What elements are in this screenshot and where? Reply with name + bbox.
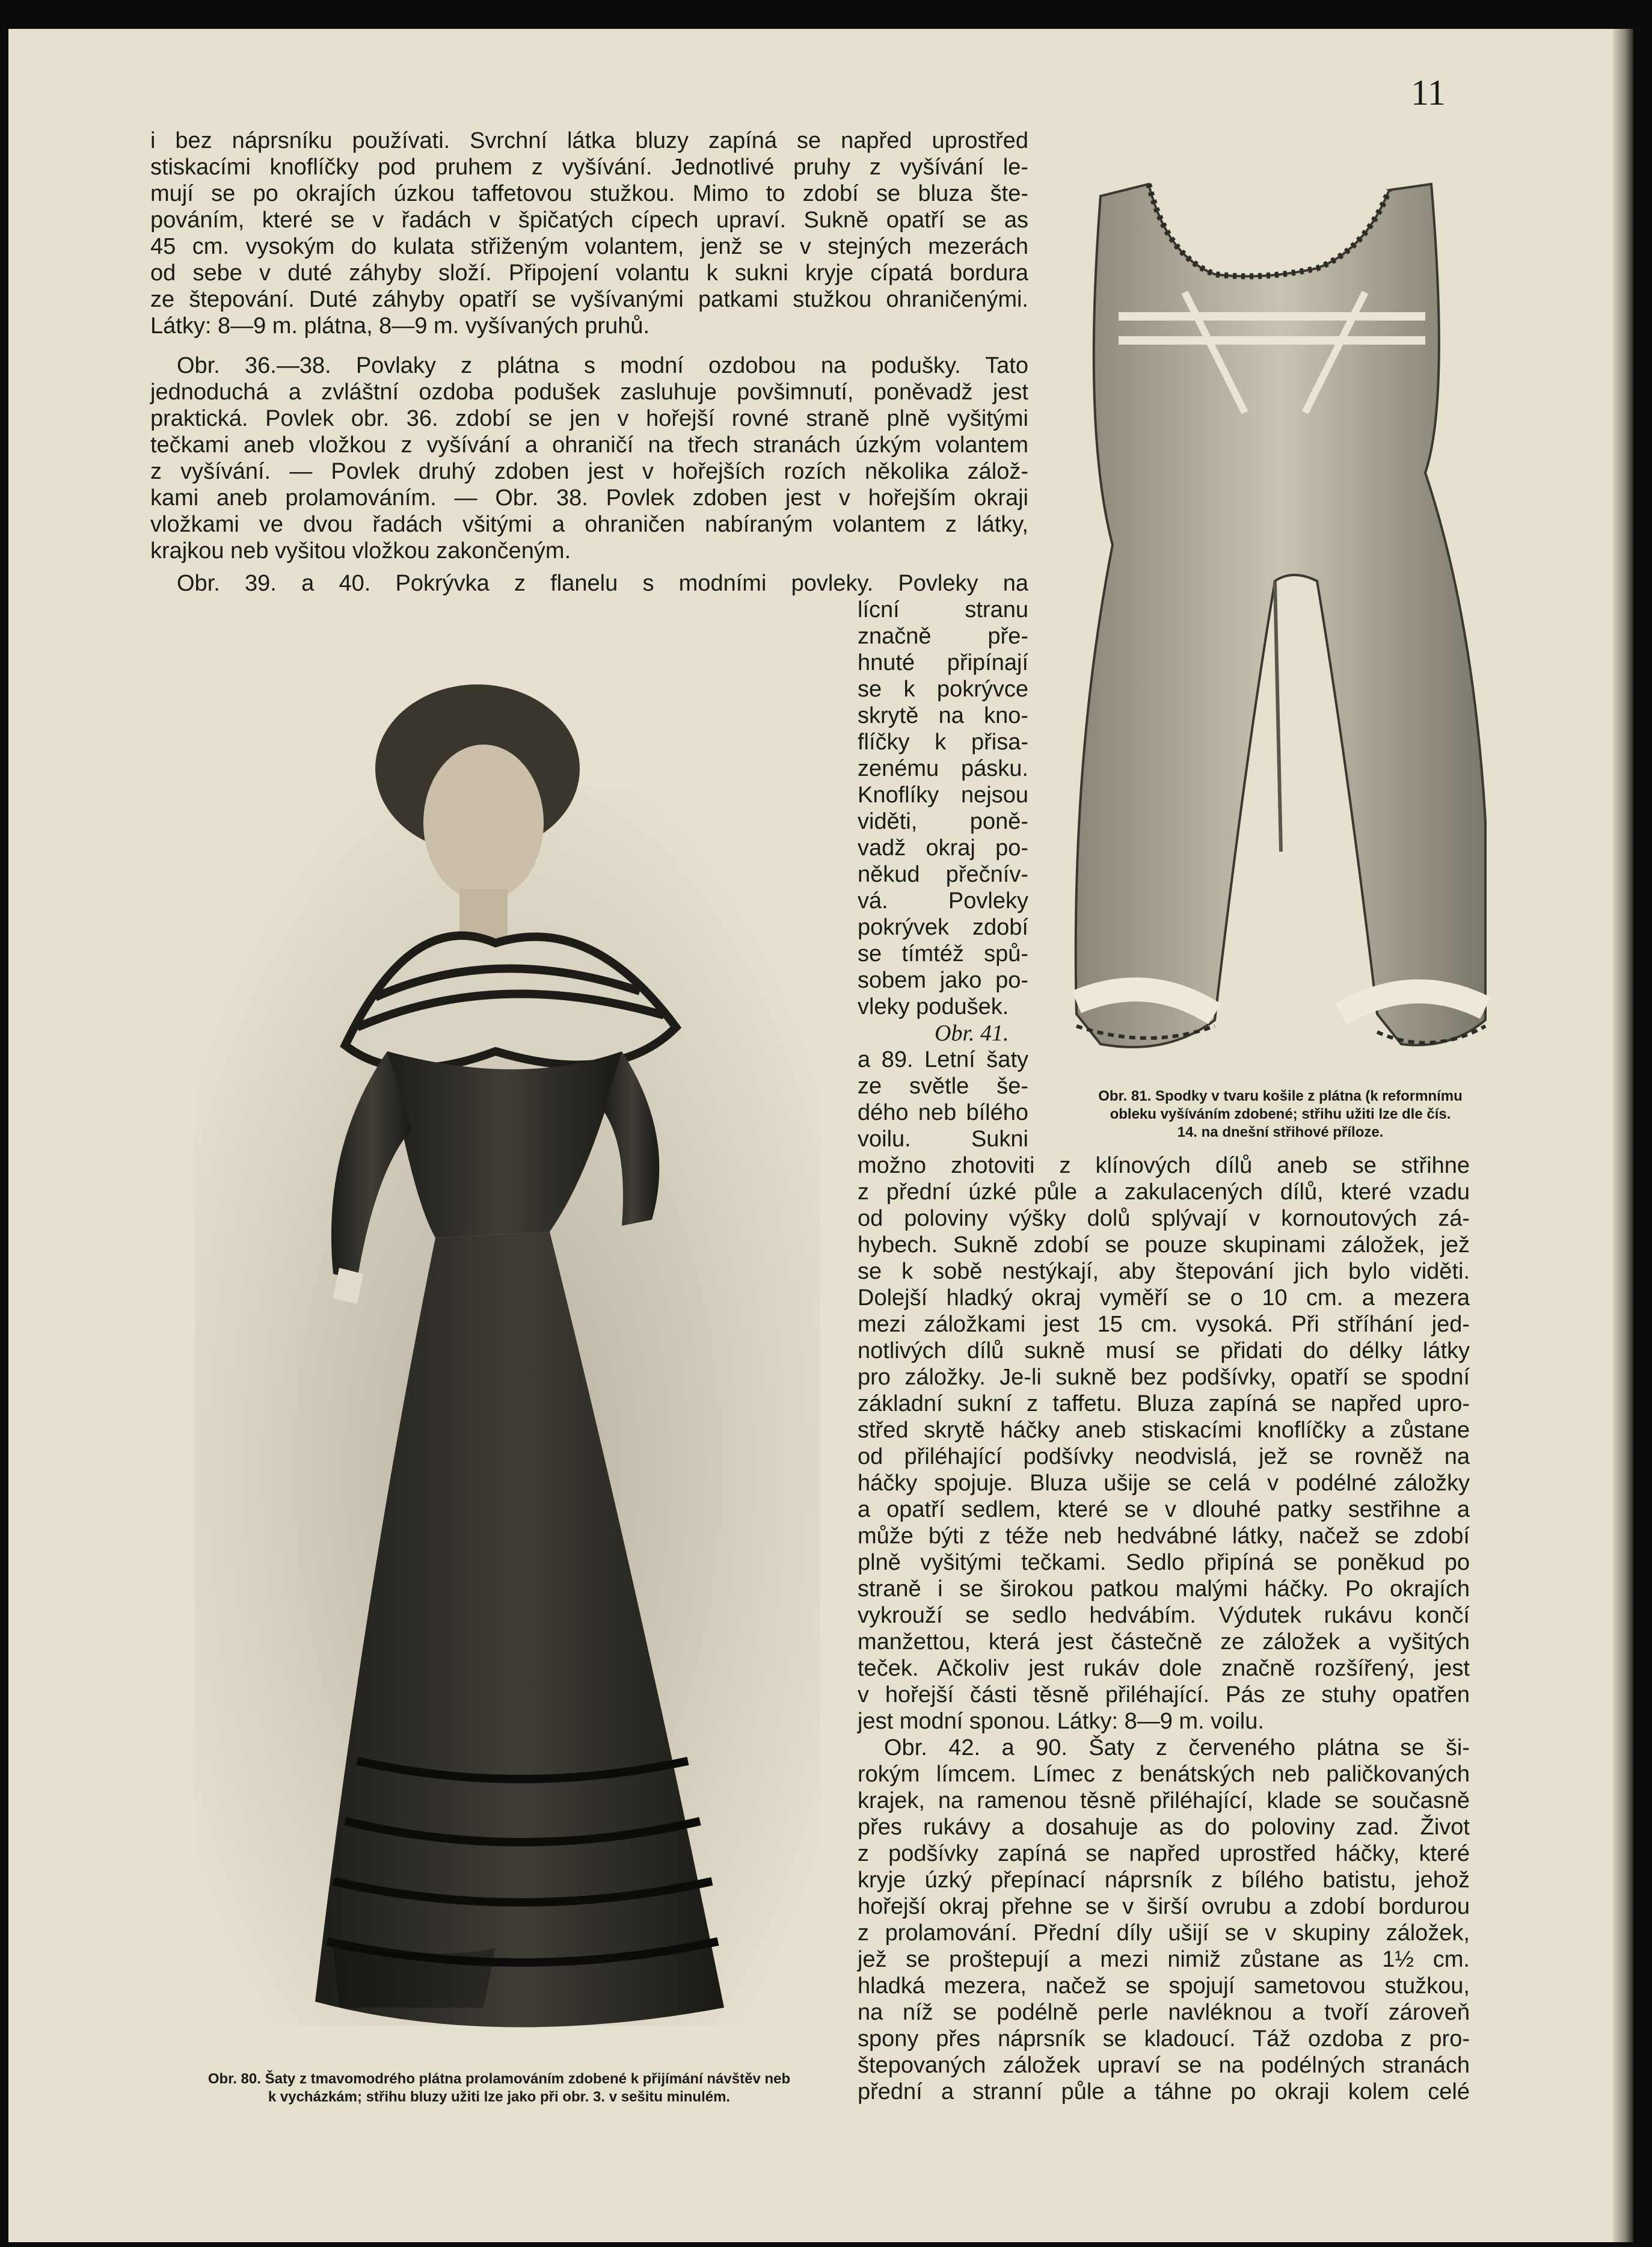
text-line: přes rukávy a dosahuje as do poloviny zad. Život	[858, 1815, 1470, 1840]
text-line: Obr. 39. a 40. Pokrývka z flanelu s modními povleky. Povleky na	[177, 571, 1028, 596]
text-line: notlivých dílů sukně musí se přidati do délky látky	[858, 1338, 1470, 1363]
text-line: tečkami aneb vložkou z vyšívání a ohraničí na třech stranách úzkým volantem	[150, 432, 1028, 458]
text-line: lícní stranu	[858, 597, 1028, 622]
text-line: jednoduchá a zvláštní ozdoba podušek zasluhuje povšimnutí, poněvadž jest	[150, 380, 1028, 405]
text-line: může býti z téže neb hedvábné látky, načež se zdobí	[858, 1523, 1470, 1549]
text-line: pro záložky. Je-li sukně bez podšívky, opatří se spodní	[858, 1365, 1470, 1390]
text-line: se tímtéž spů-	[858, 941, 1028, 967]
text-line: teček. Ačkoliv jest rukáv dole značně rozšířený, jest	[858, 1656, 1470, 1681]
text-line: i bez náprsníku používati. Svrchní látka bluzy zapíná se napřed uprostřed	[150, 128, 1028, 153]
text-line: vadž okraj po-	[858, 835, 1028, 861]
text-line: na níž se podélně perle navléknou a tvoří zároveň	[858, 2000, 1470, 2025]
caption-line: k vycházkám; střihu bluzy užiti lze jako při obr. 3. v sešitu minulém.	[268, 2089, 731, 2105]
text-line: háčky spojuje. Bluza ušije se celá v podélné záložky	[858, 1471, 1470, 1496]
text-line: straně i se širokou patkou malými háčky. Po okrajích	[858, 1576, 1470, 1602]
text-line: praktická. Povlek obr. 36. zdobí se jen v hořejší rovné straně plně vyšitými	[150, 406, 1028, 431]
text-line: v hořejší části těsně přiléhající. Pás ze stuhy opatřen	[858, 1682, 1470, 1708]
text-line: vykrouží se sedlo hedvábím. Výdutek rukávu končí	[858, 1603, 1470, 1628]
text-line: viděti, poně-	[858, 809, 1028, 834]
text-line: Látky: 8—9 m. plátna, 8—9 m. vyšívaných pruhů.	[150, 313, 650, 339]
text-line: základní sukní z taffetu. Bluza zapíná se napřed upro-	[858, 1391, 1470, 1416]
text-line: Dolejší hladký okraj vyměří se o 10 cm. a mezera	[858, 1285, 1470, 1311]
text-line: pokrývek zdobí	[858, 915, 1028, 940]
text-line: dého neb bílého	[858, 1100, 1028, 1125]
text-line: krajek, na ramenou těsně přiléhající, klade se současně	[858, 1788, 1470, 1813]
figure-81-illustration	[1064, 160, 1493, 1080]
text-line: jest modní sponou. Látky: 8—9 m. voilu.	[858, 1709, 1264, 1734]
figure-80-caption	[150, 2070, 848, 2106]
text-line: hladká mezera, načež se spojují sametovou stužkou,	[858, 1973, 1470, 1999]
text-line: rokým límcem. Límec z benátských neb paličkovaných	[858, 1762, 1470, 1787]
text-line: skrytě na kno-	[858, 703, 1028, 728]
figure-81-caption	[1073, 1087, 1488, 1142]
page-gutter-shadow	[1613, 29, 1633, 2242]
text-line: pováním, které se v řadách v špičatých cípech upraví. Sukně opatří se as	[150, 207, 1028, 233]
text-line: a opatří sedlem, které se v dlouhé patky sestřihne a	[858, 1497, 1470, 1522]
text-line: hybech. Sukně zdobí se pouze skupinami záložek, jež	[858, 1232, 1470, 1258]
text-line: kryje úzký přepínací náprsník z bílého batistu, jehož	[858, 1867, 1470, 1893]
text-line: zenému pásku.	[858, 756, 1028, 781]
text-line: vá. Povleky	[858, 888, 1028, 914]
text-line: možno zhotoviti z klínových dílů aneb se střihne	[858, 1153, 1470, 1178]
text-line: z podšívky zapíná se napřed uprostřed háčky, které	[858, 1841, 1470, 1866]
text-line: Knoflíky nejsou	[858, 782, 1028, 808]
text-line: z vyšívání. — Povlek druhý zdoben jest v hořejších rozích několika zálož-	[150, 459, 1028, 484]
text-line: od poloviny výšky dolů splývají v kornoutových zá-	[858, 1206, 1470, 1231]
text-line: mují se po okrajích úzkou taffetovou stužkou. Mimo to zdobí se bluza šte-	[150, 181, 1028, 206]
text-line: spony přes náprsník se kladoucí. Táž ozdoba z pro-	[858, 2026, 1470, 2052]
text-line: od přiléhající podšívky neodvislá, jež se rovněž na	[858, 1444, 1470, 1469]
text-line: se k sobě nestýkají, aby štepování jich bylo viděti.	[858, 1259, 1470, 1284]
page-number: 11	[1411, 73, 1446, 112]
caption-line: 14. na dnešní střihové příloze.	[1177, 1124, 1384, 1140]
text-line: střed skrytě háčky aneb stiskacími knoflíčky a zůstane	[858, 1418, 1470, 1443]
caption-line: Obr. 80. Šaty z tmavomodrého plátna prolamováním zdobené k přijímání návštěv neb	[207, 2071, 791, 2087]
caption-line: obleku vyšíváním zdobené; střihu užiti lze dle čís.	[1110, 1106, 1451, 1122]
text-line: hořejší okraj přehne se v širší ovrubu a zdobí bordurou	[858, 1894, 1470, 1919]
text-line: voilu. Sukni	[858, 1127, 1028, 1152]
text-line: štepovaných záložek upraví se na podélných stranách	[858, 2053, 1470, 2078]
text-line: mezi záložkami jest 15 cm. vysoká. Při stříhání jed-	[858, 1312, 1470, 1337]
text-line: ze štepování. Duté záhyby opatří se vyšívanými patkami stužkou ohraničenými.	[150, 287, 1028, 312]
text-line: Obr. 36.—38. Povlaky z plátna s modní ozdobou na podušky. Tato	[177, 353, 1028, 378]
text-line: manžettou, která jest částečně ze záložek a vyšitých	[858, 1629, 1470, 1655]
magazine-page	[8, 29, 1633, 2242]
text-line: z přední úzké půle a zakulacených dílů, které vzadu	[858, 1179, 1470, 1205]
text-line: vleky podušek.	[858, 994, 1009, 1019]
text-line: Obr. 42. a 90. Šaty z červeného plátna se ši-	[884, 1735, 1470, 1760]
text-line: sobem jako po-	[858, 968, 1028, 993]
text-line: a 89. Letní šaty	[858, 1047, 1028, 1072]
text-line: flíčky k přisa-	[858, 730, 1028, 755]
figure-80-photograph	[159, 630, 844, 2062]
text-line: kami aneb prolamováním. — Obr. 38. Povlek zdoben jest v hořejším okraji	[150, 485, 1028, 511]
text-line: někud přečnív-	[858, 862, 1028, 887]
text-line: ze světle še-	[858, 1074, 1028, 1099]
text-line: jež se proštepují a mezi nimiž zůstane as 1½ cm.	[858, 1947, 1470, 1972]
text-line: Obr. 41.	[935, 1021, 1009, 1046]
text-line: značně pře-	[858, 624, 1028, 649]
text-line: 45 cm. vysokým do kulata střiženým volantem, jenž se v stejných mezerách	[150, 234, 1028, 259]
text-line: krajkou neb vyšitou vložkou zakončeným.	[150, 538, 571, 564]
text-line: z prolamování. Přední díly ušijí se v skupiny záložek,	[858, 1920, 1470, 1946]
text-line: plně vyšitými tečkami. Sedlo připíná se poněkud po	[858, 1550, 1470, 1575]
caption-line: Obr. 81. Spodky v tvaru košile z plátna (k reformnímu	[1098, 1088, 1463, 1104]
text-line: od sebe v duté záhyby složí. Připojení volantu k sukni kryje cípatá bordura	[150, 260, 1028, 286]
text-line: vložkami ve dvou řadách všitými a ohraničen nabíraným volantem z látky,	[150, 512, 1028, 537]
text-line: se k pokrývce	[858, 677, 1028, 702]
text-line: přední a stranní půle a táhne po okraji kolem celé	[858, 2079, 1470, 2104]
text-line: hnuté připínají	[858, 650, 1028, 675]
text-line: stiskacími knoflíčky pod pruhem z vyšívání. Jednotlivé pruhy z vyšívání le-	[150, 155, 1028, 180]
